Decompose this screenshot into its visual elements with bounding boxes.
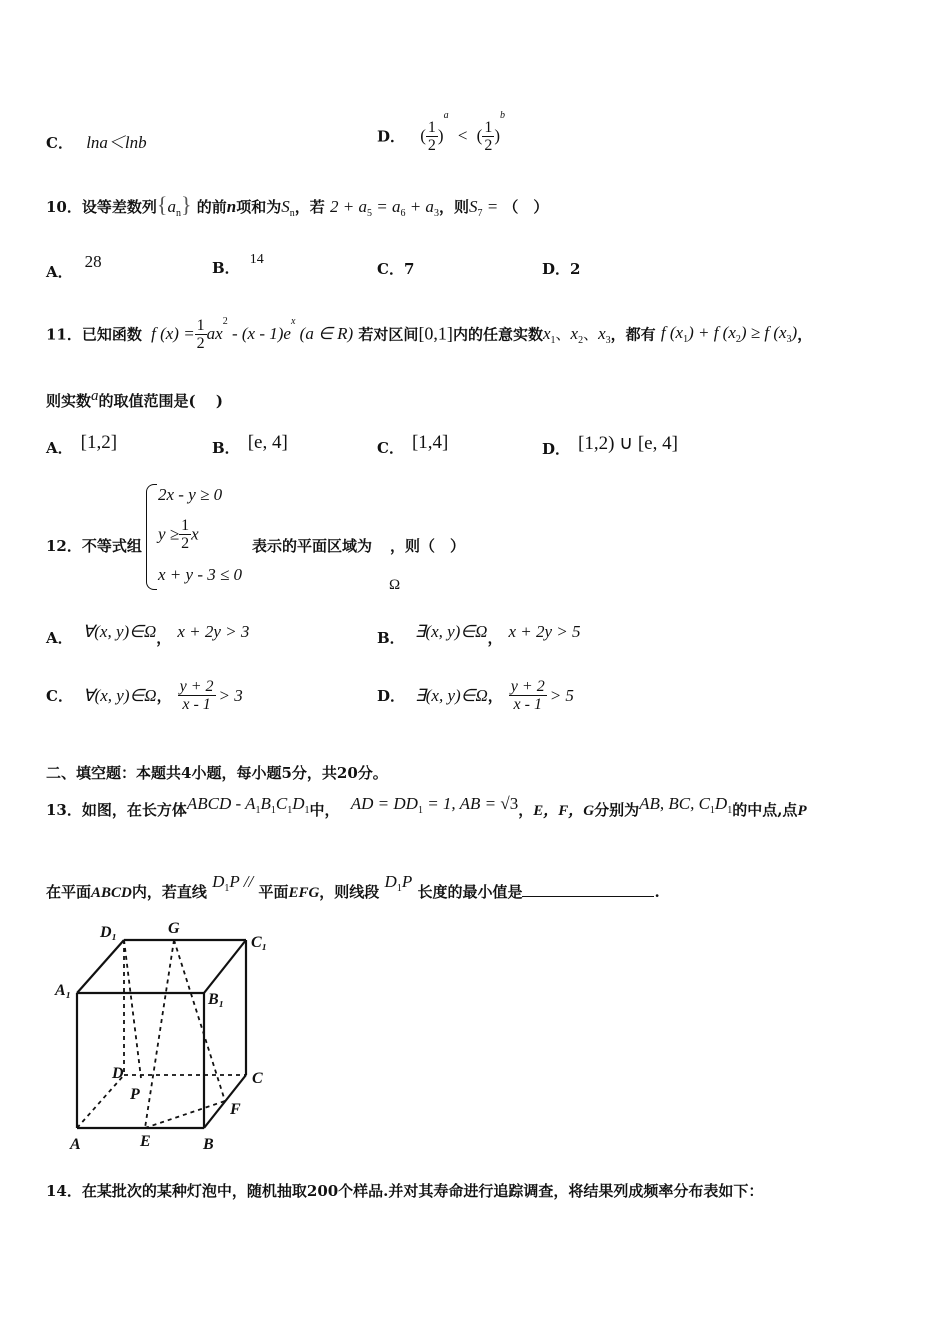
func-term: ax	[206, 324, 223, 343]
brace: }	[180, 192, 192, 217]
q11-option-a	[46, 432, 117, 458]
q11-text: 内的任意实数	[452, 325, 543, 344]
option-value: lna＜lnb	[86, 133, 147, 152]
q14-text: 14．在某批次的某种灯泡中，随机抽取200个样品.并对其寿命进行追踪调查，将结果列成频率分布表如下：	[46, 1182, 764, 1200]
subscript: 1	[287, 805, 293, 816]
subscript: 2	[578, 334, 584, 346]
line-g-f	[174, 940, 225, 1101]
q12-ineq-3	[158, 565, 242, 585]
eq-part: = a	[371, 197, 401, 216]
q12-stem-label	[46, 535, 142, 556]
n-letter: n	[226, 197, 237, 216]
subscript: 5	[366, 208, 372, 219]
option-label: C．	[46, 687, 73, 705]
q12-option-a	[46, 622, 249, 648]
inequality: y ≥	[158, 524, 180, 544]
q11-text: 11．已知函数	[46, 325, 142, 344]
exponent: 2	[222, 316, 228, 327]
ineq-part: f (x	[660, 323, 684, 342]
sum-symbol: S	[468, 197, 478, 216]
q13-text: .	[654, 883, 660, 901]
subscript: 1	[709, 805, 715, 816]
separator: ，	[156, 687, 172, 705]
option-value: 14	[249, 252, 264, 267]
answer-paren: （ ）	[503, 198, 549, 216]
vertex-label: D₁	[100, 924, 118, 941]
q10-text: 的前	[196, 198, 227, 216]
system-brace	[146, 484, 157, 590]
subscript: 1	[727, 805, 733, 816]
quantifier: ∀(x, y)∈Ω	[82, 622, 157, 641]
cuboid-figure	[40, 915, 280, 1155]
q13-text: 内，若直线	[131, 883, 207, 901]
q11-option-d	[542, 432, 678, 459]
quantifier: ∀(x, y)∈Ω	[82, 685, 157, 705]
heading-text: 二、填空题：本题共4小题，每小题5分，共20分。	[46, 764, 388, 782]
q13-text: ，	[518, 801, 534, 819]
math: P //	[229, 872, 254, 891]
vertex-label: G	[168, 920, 180, 937]
fraction: $\frac{1}{2}$	[484, 118, 493, 154]
paren: (	[476, 126, 483, 145]
exponent: a	[443, 110, 449, 121]
option-label: B．	[212, 259, 240, 277]
math: AD = DD	[350, 794, 418, 813]
seq-symbol: a	[167, 197, 176, 216]
q12-text: 表示的平面区域为	[252, 537, 373, 555]
math: AB, BC, C	[639, 794, 710, 813]
subscript: 1	[255, 805, 261, 816]
q12-ineq-2	[158, 517, 199, 552]
sum-symbol: S	[281, 197, 290, 216]
subscript: 1	[396, 883, 402, 894]
eq-part: + a	[405, 197, 434, 216]
line-d1-p	[124, 940, 141, 1078]
math: B	[260, 794, 271, 813]
vertex-label: F	[230, 1101, 241, 1118]
q11-stem	[46, 316, 812, 352]
subscript: 1	[683, 334, 689, 345]
q11-text: ，都有	[610, 325, 656, 344]
q11-text: 若对区间	[358, 325, 419, 344]
option-label: C．	[46, 134, 73, 152]
separator: ，	[487, 687, 503, 705]
paren: (	[420, 126, 426, 145]
math: D	[714, 794, 728, 813]
vertex-label: P	[130, 1086, 140, 1103]
line-e-f	[145, 1101, 225, 1128]
paren: )	[494, 126, 500, 145]
subscript: 1	[417, 805, 423, 816]
q10-option-b	[212, 252, 264, 278]
subscript: 3	[605, 334, 611, 346]
vertex-label: A₁	[55, 982, 72, 999]
math: C	[275, 794, 288, 813]
ineq-part: ) ≥ f (x	[740, 323, 787, 342]
answer-blank	[522, 882, 654, 897]
q13-text: ，则线段	[319, 883, 380, 901]
func-left: f (x) =	[151, 324, 195, 343]
subscript: 1	[224, 883, 230, 894]
var: x	[570, 323, 579, 343]
fraction: $\frac{1}{2}$	[181, 517, 190, 552]
subscript: 7	[477, 208, 483, 219]
q12-option-c	[46, 678, 243, 713]
edge-b1-c1	[204, 940, 246, 993]
option-value: [1,4]	[411, 432, 449, 453]
option-value: [1,2]	[80, 432, 118, 453]
q13-text: 中，	[309, 801, 340, 819]
q11-stem-line2	[46, 388, 223, 411]
q13-text: 平面	[258, 883, 289, 901]
vertex-label: B	[203, 1136, 214, 1153]
brace: {	[156, 192, 168, 217]
math: D	[292, 794, 305, 813]
fraction: $\frac{y + 2}{x - 1}$	[510, 678, 545, 713]
q13-text: 分别为	[594, 801, 640, 819]
option-label: D．	[377, 687, 406, 705]
func-domain: (a ∈ R)	[295, 324, 354, 343]
edge-a-d	[77, 1075, 124, 1128]
q11-text: 则实数	[46, 392, 92, 410]
subscript: 1	[304, 805, 310, 816]
fraction: $\frac{1}{2}$	[427, 118, 436, 154]
eq-part: 2 + a	[329, 197, 367, 216]
q10-stem	[46, 192, 548, 219]
option-value: [1,2) ∪ [e, 4]	[578, 433, 678, 454]
less-than: <	[457, 126, 468, 145]
condition: x + 2y > 5	[508, 622, 581, 641]
q11-option-b	[212, 432, 288, 458]
q9-option-c	[46, 128, 147, 153]
vertex-label: B₁	[208, 991, 225, 1008]
vertex-label: C₁	[251, 934, 268, 951]
subscript: 3	[433, 208, 439, 219]
sqrt: √3	[500, 794, 519, 813]
subscript: 1	[270, 805, 276, 816]
q12-option-d	[377, 678, 574, 713]
q13-text: 13．如图，在长方体	[46, 801, 187, 819]
option-value: 2	[570, 260, 581, 278]
q12-omega	[389, 575, 400, 594]
q10-text: ，若	[294, 198, 325, 216]
q12-text: 12．不等式组	[46, 537, 142, 555]
math: ABCD - A	[186, 794, 256, 813]
q11-text: 的取值范围是( )	[98, 392, 223, 410]
q10-text: ，则	[438, 198, 469, 216]
section-heading	[46, 762, 388, 783]
option-label: B．	[377, 629, 405, 647]
math: = 1, AB =	[422, 794, 501, 813]
option-label: D．	[377, 127, 406, 146]
vertex-label: A	[70, 1136, 81, 1153]
q12-stem-rest	[252, 535, 465, 556]
quantifier: ∃(x, y)∈Ω	[415, 685, 488, 705]
quantifier: ∃(x, y)∈Ω	[414, 622, 488, 641]
exponent: x	[290, 316, 296, 327]
condition: x + 2y > 3	[177, 622, 250, 641]
subscript: 1	[550, 334, 556, 346]
q12-text: ，则（ ）	[390, 537, 466, 555]
ineq-part: ) + f (x	[688, 323, 736, 342]
option-value: 28	[84, 252, 102, 271]
q10-option-d	[542, 258, 580, 279]
q12-ineq-1	[158, 485, 222, 505]
option-label: B．	[212, 439, 240, 457]
math: ABCD	[91, 885, 132, 901]
q11-option-c	[377, 432, 448, 458]
separator: ，	[156, 629, 172, 647]
q13-text: 的中点,点	[732, 801, 798, 819]
q11-text: ，	[797, 325, 813, 344]
omega-symbol: Ω	[389, 577, 401, 593]
subscript: n	[175, 208, 181, 219]
paren: )	[437, 126, 444, 145]
q14-stem	[46, 1180, 763, 1201]
q10-text: 项和为	[236, 198, 282, 216]
func-term: - (x - 1)e	[227, 324, 291, 343]
q12-option-b	[377, 622, 581, 648]
edge-a1-d1	[77, 940, 124, 993]
option-label: C．	[377, 260, 404, 278]
option-label: D．	[542, 440, 571, 458]
var: a	[91, 388, 99, 404]
q10-option-a	[46, 252, 102, 282]
vertex-label: E	[140, 1133, 151, 1150]
option-label: D．	[542, 260, 571, 278]
option-value: 7	[403, 260, 415, 278]
equals: =	[482, 197, 499, 216]
q10-text: 10．设等差数列	[46, 198, 157, 216]
inequality: 2x - y ≥ 0	[158, 485, 223, 504]
math: P	[797, 803, 807, 819]
vertex-label: D	[112, 1065, 124, 1082]
subscript: 6	[400, 208, 406, 219]
math: EFG	[288, 885, 320, 901]
subscript: 3	[786, 334, 792, 345]
vertex-label: C	[252, 1070, 263, 1087]
q13-stem-line2	[46, 872, 660, 902]
subscript: 2	[735, 334, 741, 345]
interval: [0,1]	[418, 323, 453, 344]
math: E，F，G	[533, 803, 595, 819]
option-label: A．	[46, 629, 73, 647]
ineq-part: )	[791, 323, 798, 342]
inequality: x	[191, 524, 199, 544]
inequality: x + y - 3 ≤ 0	[158, 565, 243, 584]
q10-option-c	[377, 258, 414, 279]
math: D	[212, 872, 225, 891]
relation: > 3	[218, 685, 243, 705]
option-label: A．	[46, 263, 73, 281]
option-label: C．	[377, 439, 404, 457]
fraction: $\frac{y + 2}{x - 1}$	[179, 678, 214, 713]
math: P	[401, 872, 413, 891]
relation: > 5	[549, 685, 574, 705]
line-g-e	[145, 940, 174, 1128]
math: D	[384, 872, 397, 891]
option-label: A．	[46, 439, 73, 457]
q13-text: 在平面	[46, 883, 92, 901]
fraction: $\frac{1}{2}$	[196, 316, 205, 352]
q13-stem	[46, 794, 807, 820]
q9-option-d	[377, 110, 505, 154]
separator: 、	[555, 324, 571, 343]
q13-text: 长度的最小值是	[417, 883, 523, 901]
exponent: b	[500, 110, 505, 121]
option-value: [e, 4]	[247, 432, 288, 453]
subscript: n	[289, 208, 295, 219]
var: x	[542, 323, 551, 343]
separator: 、	[583, 324, 599, 343]
separator: ，	[487, 629, 503, 647]
var: x	[598, 323, 606, 343]
